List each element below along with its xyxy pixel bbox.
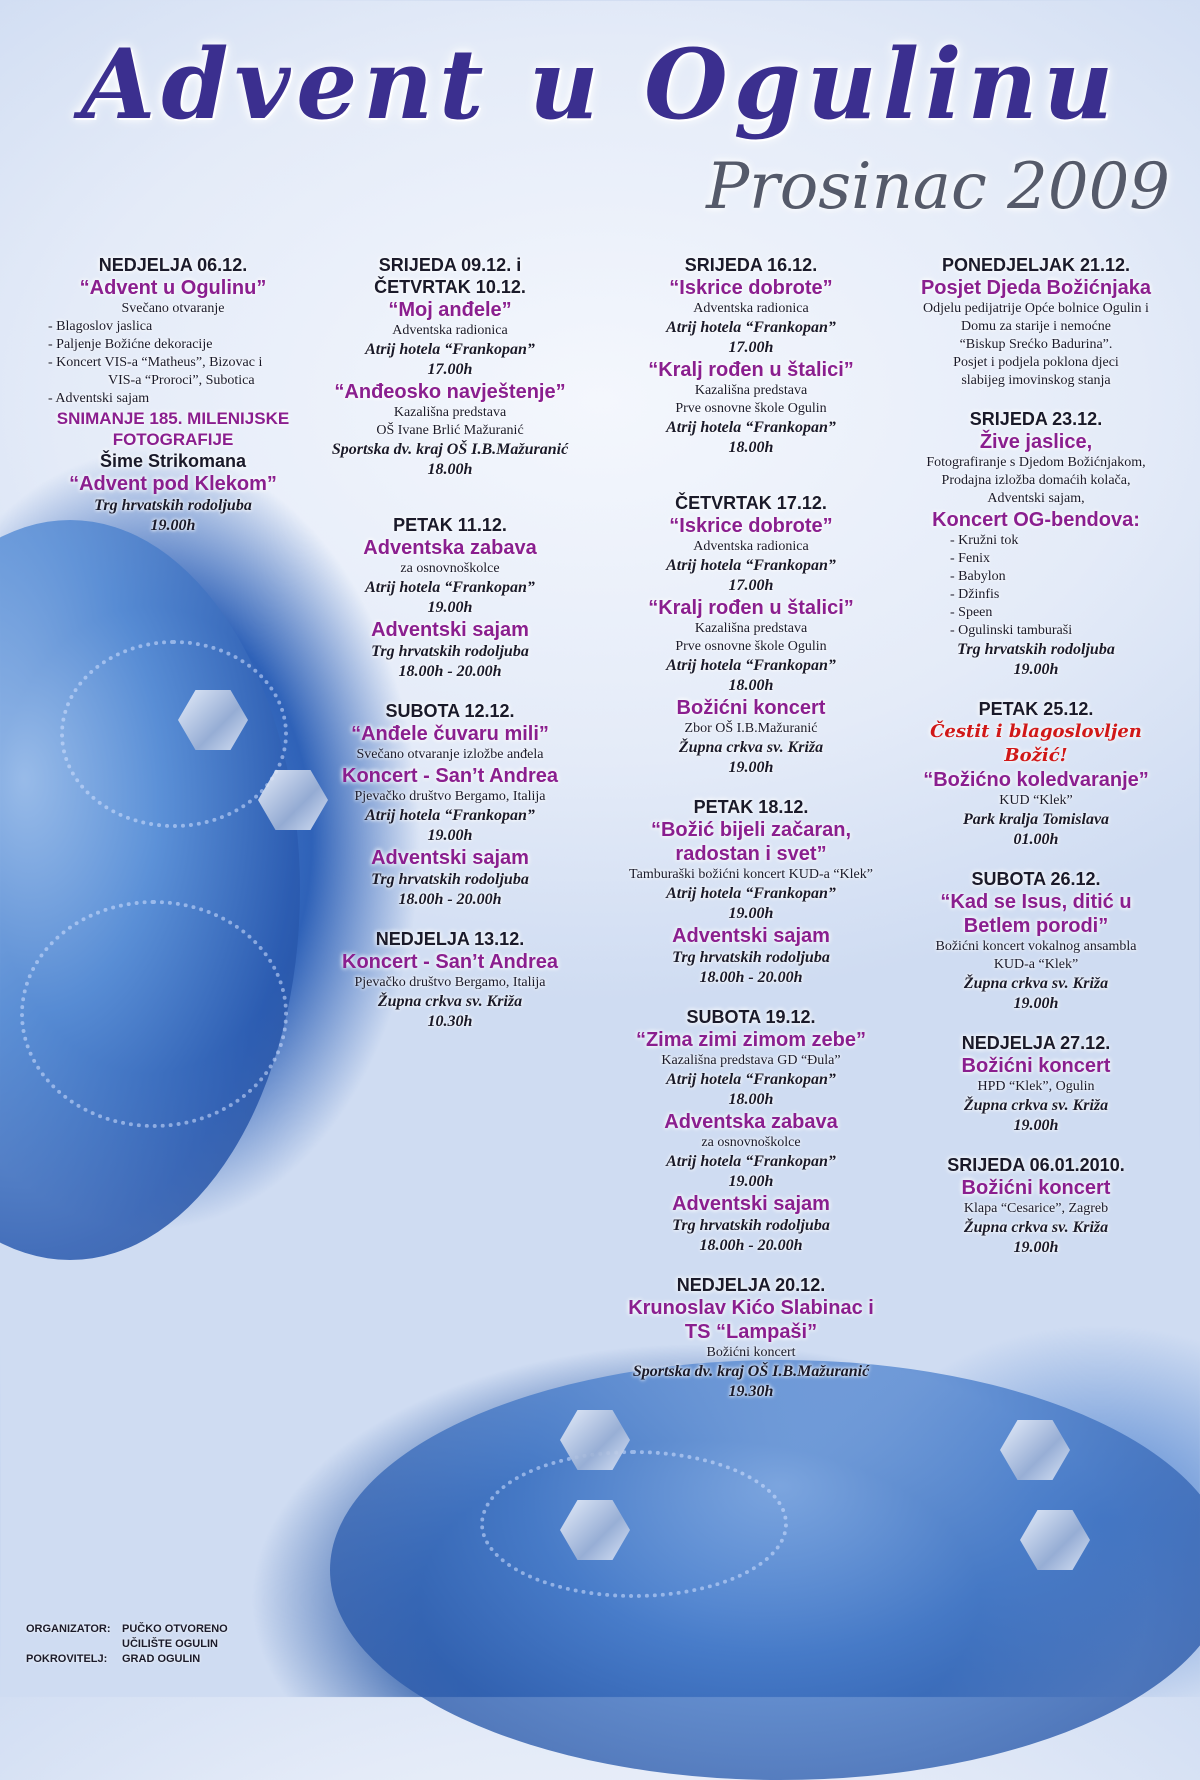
list-item: - Speen (950, 605, 993, 620)
day-heading: PETAK 25.12. (978, 699, 1094, 719)
event-time: 17.00h (728, 339, 774, 356)
event-time: 18.00h (728, 1091, 774, 1108)
event-title: Adventski sajam (371, 847, 529, 869)
event-place: Župna crkva sv. Križa (963, 1097, 1109, 1114)
event-place: Park kralja Tomislava (962, 811, 1110, 828)
event-description: Domu za starije i nemoćne (960, 319, 1112, 334)
event-place: Trg hrvatskih rodoljuba (672, 1217, 830, 1234)
event-time: 18.00h - 20.00h (398, 891, 502, 908)
day-heading: PONEDJELJAK 21.12. (941, 255, 1131, 275)
event-place: Trg hrvatskih rodoljuba (672, 949, 830, 966)
event-time: 19.00h (728, 905, 774, 922)
list-item: - Ogulinski tamburaši (950, 623, 1073, 638)
event-subtitle: Kazališna predstava (694, 383, 808, 398)
event-time: 18.00h - 20.00h (699, 969, 803, 986)
event-title: SNIMANJE 185. MILENIJSKE FOTOGRAFIJE (56, 409, 290, 449)
event-time: 19.30h (728, 1383, 774, 1400)
event-subtitle: za osnovnoškolce (701, 1135, 801, 1150)
event-time: 01.00h (1013, 831, 1059, 848)
day-heading: SRIJEDA 16.12. (684, 255, 818, 275)
list-item: - Kružni tok (950, 533, 1019, 548)
christmas-greeting: Božić! (1004, 745, 1068, 766)
event-description: Fotografiranje s Djedom Božićnjakom, (926, 455, 1146, 470)
event-subtitle: Adventska radionica (392, 323, 508, 338)
event-subtitle: KUD-a “Klek” (993, 957, 1079, 972)
event-program-list (28, 318, 318, 408)
event-place: Atrij hotela “Frankopan” (365, 579, 535, 596)
event-title: radostan i svet” (675, 843, 827, 865)
event-description: Odjelu pedijatrije Opće bolnice Ogulin i (923, 301, 1149, 316)
band-list (886, 532, 1186, 640)
event-time: 19.00h (1013, 1117, 1059, 1134)
event-subtitle: KUD “Klek” (999, 793, 1073, 808)
event-title: Adventska zabava (664, 1111, 838, 1133)
credits-footer (26, 1622, 228, 1667)
event-time: 19.00h (427, 827, 473, 844)
event-place: Sportska dv. kraj OŠ I.B.Mažuranić (632, 1363, 870, 1380)
event-description: Adventski sajam, (987, 491, 1085, 506)
event-time: 19.00h (728, 759, 774, 776)
day-heading: SRIJEDA 06.01.2010. (947, 1155, 1125, 1175)
event-title: Posjet Djeda Božićnjaka (920, 277, 1152, 299)
day-heading: ČETVRTAK 17.12. (675, 493, 827, 513)
event-place: Trg hrvatskih rodoljuba (371, 643, 529, 660)
day-heading: NEDJELJA 06.12. (98, 255, 248, 275)
schedule-column-2 (300, 254, 600, 1032)
event-title: Koncert - San’t Andrea (342, 951, 558, 973)
list-item: - Babylon (950, 569, 1006, 584)
event-place: Atrij hotela “Frankopan” (666, 319, 836, 336)
schedule-column-4 (886, 254, 1186, 1258)
event-place: Atrij hotela “Frankopan” (365, 807, 535, 824)
event-time: 19.00h (1013, 661, 1059, 678)
event-subtitle: Prve osnovne škole Ogulin (675, 639, 827, 654)
event-subtitle: Svečano otvaranje izložbe anđela (356, 747, 544, 762)
event-title: Žive jaslice, (979, 431, 1093, 453)
event-subtitle: Tamburaški božićni koncert KUD-a “Klek” (629, 867, 873, 882)
event-subtitle: Prve osnovne škole Ogulin (675, 401, 827, 416)
glitter-swirl (60, 640, 288, 828)
day-heading: ČETVRTAK 10.12. (374, 277, 526, 297)
event-place: Sportska dv. kraj OŠ I.B.Mažuranić (331, 441, 569, 458)
event-title: “Moj anđele” (388, 299, 512, 321)
list-item: - Fenix (950, 551, 991, 566)
event-subtitle: Pjevačko društvo Bergamo, Italija (354, 975, 546, 990)
event-title: Adventski sajam (672, 1193, 830, 1215)
event-subtitle: Božićni koncert (706, 1345, 796, 1360)
event-subtitle: Zbor OŠ I.B.Mažuranić (684, 721, 818, 736)
event-description: “Biskup Srećko Badurina”. (959, 337, 1113, 352)
event-time: 19.00h (1013, 1239, 1059, 1256)
event-subtitle: Božićni koncert vokalnog ansambla (935, 939, 1137, 954)
event-title: Adventski sajam (672, 925, 830, 947)
list-item: - Koncert VIS-a “Matheus”, Bizovac i (48, 355, 263, 370)
event-time: 17.00h (728, 577, 774, 594)
event-time: 17.00h (427, 361, 473, 378)
event-place: Atrij hotela “Frankopan” (365, 341, 535, 358)
event-title: Božićni koncert (961, 1055, 1111, 1077)
event-place: Atrij hotela “Frankopan” (666, 1153, 836, 1170)
event-subtitle: Adventska radionica (693, 539, 809, 554)
list-item: - Džinfis (950, 587, 1000, 602)
sponsor-value: GRAD OGULIN (122, 1653, 201, 1665)
event-title: Božićni koncert (961, 1177, 1111, 1199)
event-subtitle: Adventska radionica (693, 301, 809, 316)
event-description: Posjet i podjela poklona djeci (953, 355, 1119, 370)
blue-bauble-bottom (330, 1360, 1200, 1780)
day-heading: SUBOTA 12.12. (385, 701, 515, 721)
day-heading: PETAK 18.12. (693, 797, 809, 817)
event-subtitle: Svečano otvaranje (121, 301, 225, 316)
event-time: 18.00h (728, 439, 774, 456)
day-heading: NEDJELJA 20.12. (676, 1275, 826, 1295)
event-place: Trg hrvatskih rodoljuba (94, 497, 252, 514)
event-subtitle: Kazališna predstava (393, 405, 507, 420)
event-title: “Božićno koledvaranje” (923, 769, 1149, 791)
event-time: 18.00h (728, 677, 774, 694)
day-heading: NEDJELJA 13.12. (375, 929, 525, 949)
blue-bauble-left (0, 520, 300, 1260)
event-description: Prodajna izložba domaćih kolača, (941, 473, 1131, 488)
event-title: TS “Lampaši” (684, 1321, 818, 1343)
list-item: - Adventski sajam (48, 391, 150, 406)
day-heading: SRIJEDA 09.12. i (378, 255, 522, 275)
schedule-column-1 (28, 254, 318, 536)
schedule-column-3 (596, 254, 906, 1402)
event-subtitle: OŠ Ivane Brlić Mažuranić (376, 423, 524, 438)
poster-subtitle: Prosinac 2009 (706, 150, 1170, 224)
event-place: Trg hrvatskih rodoljuba (957, 641, 1115, 658)
event-place: Trg hrvatskih rodoljuba (371, 871, 529, 888)
event-title: “Zima zimi zimom zebe” (635, 1029, 867, 1051)
event-title: “Iskrice dobrote” (669, 515, 833, 537)
event-title: Koncert OG-bendova: (932, 509, 1140, 531)
day-heading: SUBOTA 19.12. (686, 1007, 816, 1027)
event-time: 18.00h - 20.00h (398, 663, 502, 680)
event-title: Adventska zabava (363, 537, 537, 559)
event-title: “Kralj rođen u štalici” (648, 597, 854, 619)
event-place: Župna crkva sv. Križa (377, 993, 523, 1010)
day-heading: NEDJELJA 27.12. (961, 1033, 1111, 1053)
sponsor-label: POKROVITELJ: (26, 1653, 108, 1665)
organizer-label: ORGANIZATOR: (26, 1623, 111, 1635)
glitter-swirl (480, 1450, 788, 1598)
event-subtitle: Šime Strikomana (99, 451, 247, 471)
event-place: Atrij hotela “Frankopan” (666, 885, 836, 902)
event-place: Atrij hotela “Frankopan” (666, 419, 836, 436)
event-title: “Advent u Ogulinu” (79, 277, 267, 299)
event-title: Betlem porodi” (963, 915, 1109, 937)
event-title: Božićni koncert (676, 697, 826, 719)
organizer-value: PUČKO OTVORENO (122, 1623, 228, 1635)
christmas-greeting: Čestit i blagoslovljen (930, 721, 1142, 742)
event-title: Adventski sajam (371, 619, 529, 641)
event-title: Krunoslav Kićo Slabinac i (628, 1297, 874, 1319)
event-place: Župna crkva sv. Križa (963, 975, 1109, 992)
event-place: Župna crkva sv. Križa (963, 1219, 1109, 1236)
event-title: “Božić bijeli začaran, (650, 819, 852, 841)
event-time: 19.00h (728, 1173, 774, 1190)
organizer-value: UČILIŠTE OGULIN (122, 1638, 218, 1650)
list-item: - Paljenje Božićne dekoracije (48, 337, 213, 352)
event-time: 18.00h (427, 461, 473, 478)
event-title: “Anđele čuvaru mili” (351, 723, 549, 745)
event-subtitle: Klapa “Cesarice”, Zagreb (963, 1201, 1109, 1216)
event-description: slabijeg imovinskog stanja (961, 373, 1111, 388)
day-heading: SRIJEDA 23.12. (969, 409, 1103, 429)
day-heading: SUBOTA 26.12. (971, 869, 1101, 889)
glitter-swirl (20, 900, 288, 1128)
event-time: 18.00h - 20.00h (699, 1237, 803, 1254)
event-place: Atrij hotela “Frankopan” (666, 557, 836, 574)
poster-title: Advent u Ogulinu (80, 28, 1120, 141)
event-subtitle: Kazališna predstava (694, 621, 808, 636)
event-title: “Iskrice dobrote” (669, 277, 833, 299)
event-place: Župna crkva sv. Križa (678, 739, 824, 756)
event-place: Atrij hotela “Frankopan” (666, 1071, 836, 1088)
list-item: - Blagoslov jaslica (48, 319, 153, 334)
event-time: 19.00h (150, 517, 196, 534)
event-time: 10.30h (427, 1013, 473, 1030)
event-subtitle: Kazališna predstava GD “Đula” (661, 1053, 841, 1068)
event-place: Atrij hotela “Frankopan” (666, 657, 836, 674)
event-title: “Kralj rođen u štalici” (648, 359, 854, 381)
event-time: 19.00h (1013, 995, 1059, 1012)
event-subtitle: HPD “Klek”, Ogulin (977, 1079, 1095, 1094)
event-subtitle: Pjevačko društvo Bergamo, Italija (354, 789, 546, 804)
day-heading: PETAK 11.12. (393, 515, 507, 535)
event-time: 19.00h (427, 599, 473, 616)
event-title: Koncert - San’t Andrea (342, 765, 558, 787)
event-subtitle: za osnovnoškolce (400, 561, 500, 576)
event-title: “Kad se Isus, ditić u (940, 891, 1132, 913)
event-title: “Advent pod Klekom” (69, 473, 277, 495)
event-title: “Anđeosko navještenje” (334, 381, 566, 403)
list-item: VIS-a “Proroci”, Subotica (108, 373, 255, 388)
